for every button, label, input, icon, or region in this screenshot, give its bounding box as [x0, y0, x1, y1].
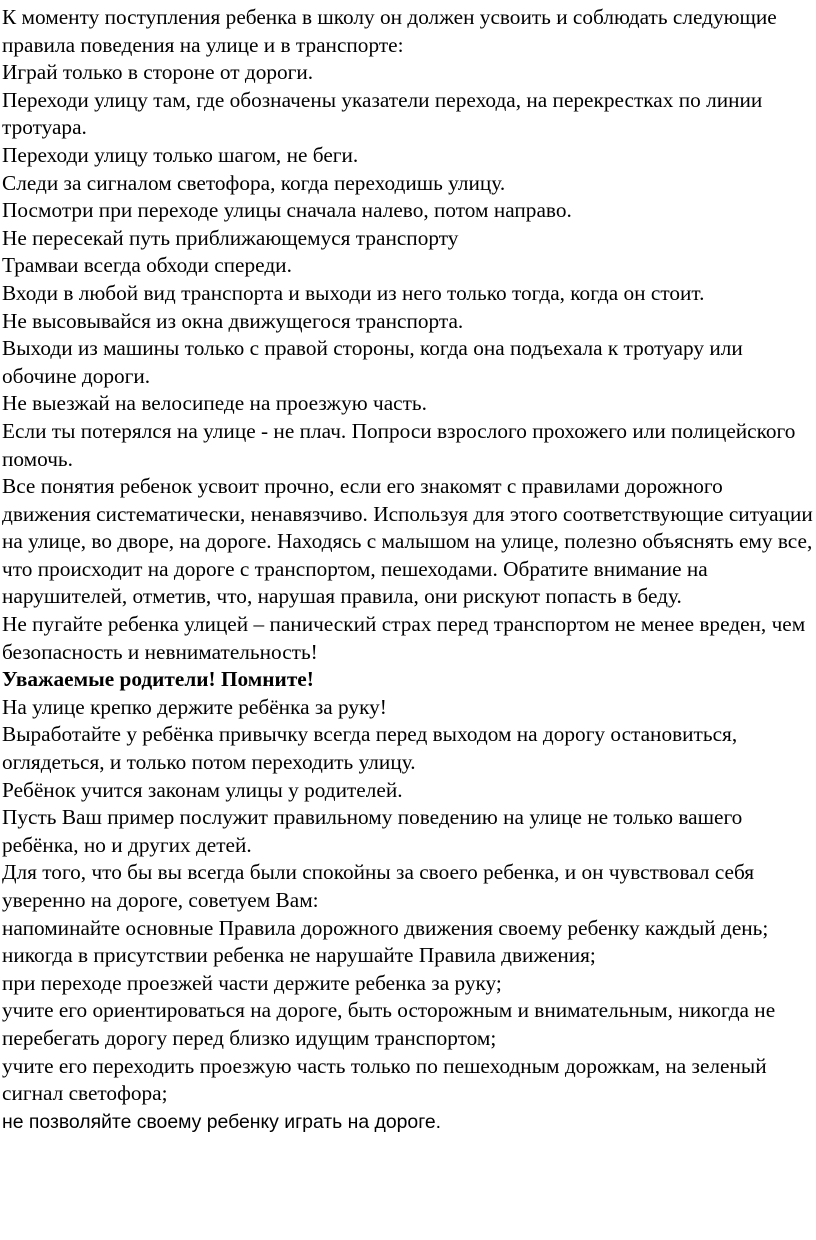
advice-item: Пусть Ваш пример послужит правильному поведению на улице не только вашего ребёнка, но и других детей.: [2, 805, 743, 857]
rule-item: Не пересекай путь приближающемуся транспорту: [2, 225, 459, 250]
advice-item-last: не позволяйте своему ребенку играть на дороге.: [2, 1110, 442, 1133]
rule-item: Следи за сигналом светофора, когда переходишь улицу.: [2, 170, 506, 195]
advice-item: Выработайте у ребёнка привычку всегда перед выходом на дорогу остановиться, оглядеться, и только потом переходить улицу.: [2, 722, 738, 775]
advice-item: при переходе проезжей части держите ребенка за руку;: [2, 970, 502, 995]
advice-item: учите его переходить проезжую часть только по пешеходным дорожкам, на зеленый сигнал светофора;: [2, 1053, 767, 1106]
rule-item: Выходи из машины только с правой стороны, когда она подъехала к тротуару или обочине дороги.: [2, 336, 743, 388]
rule-item: Если ты потерялся на улице - не плач. Попроси взрослого прохожего или полицейского помочь.: [2, 418, 796, 471]
intro-paragraph: К моменту поступления ребенка в школу он должен усвоить и соблюдать следующие правила поведения на улице и в транспорте:: [2, 5, 777, 57]
advice-item: На улице крепко держите ребёнка за руку!: [2, 694, 387, 719]
rule-item: Переходи улицу там, где обозначены указатели перехода, на перекрестках по линии тротуара.: [2, 87, 763, 140]
body-paragraph: Все понятия ребенок усвоит прочно, если его знакомят с правилами дорожного движения систематически, ненавязчиво. Используя для этого соответствующие ситуации на улице, во дворе, на дороге. Находясь с малышом на улице, полезно объяснять ему все, что происходит на дороге с транспортом, пешеходами. Обратите внимание на нарушителей, отметив, что, нарушая правила, они рискуют попасть в беду.: [2, 474, 813, 609]
advice-item: напоминайте основные Правила дорожного движения своему ребенку каждый день;: [2, 915, 769, 940]
section-heading: Уважаемые родители! Помните!: [2, 667, 314, 692]
advice-item: Ребёнок учится законам улицы у родителей.: [2, 777, 403, 802]
rule-item: Играй только в стороне от дороги.: [2, 60, 314, 85]
advice-intro: Для того, что бы вы всегда были спокойны за своего ребенка, и он чувствовал себя уверенно на дороге, советуем Вам:: [2, 860, 755, 912]
rule-item: Переходи улицу только шагом, не беги.: [2, 142, 359, 167]
advice-item: учите его ориентироваться на дороге, быть осторожным и внимательным, никогда не перебегать дорогу перед близко идущим транспортом;: [2, 998, 776, 1050]
body-paragraph: Не пугайте ребенка улицей – панический страх перед транспортом не менее вреден, чем безопасность и невнимательность!: [2, 612, 806, 664]
rule-item: Не высовывайся из окна движущегося транспорта.: [2, 308, 464, 333]
rule-item: Трамваи всегда обходи спереди.: [2, 253, 292, 278]
rule-item: Входи в любой вид транспорта и выходи из него только тогда, когда он стоит.: [2, 280, 705, 305]
advice-item: никогда в присутствии ребенка не нарушайте Правила движения;: [2, 943, 596, 968]
rule-item: Не выезжай на велосипеде на проезжую часть.: [2, 391, 427, 416]
rule-item: Посмотри при переходе улицы сначала налево, потом направо.: [2, 198, 572, 223]
